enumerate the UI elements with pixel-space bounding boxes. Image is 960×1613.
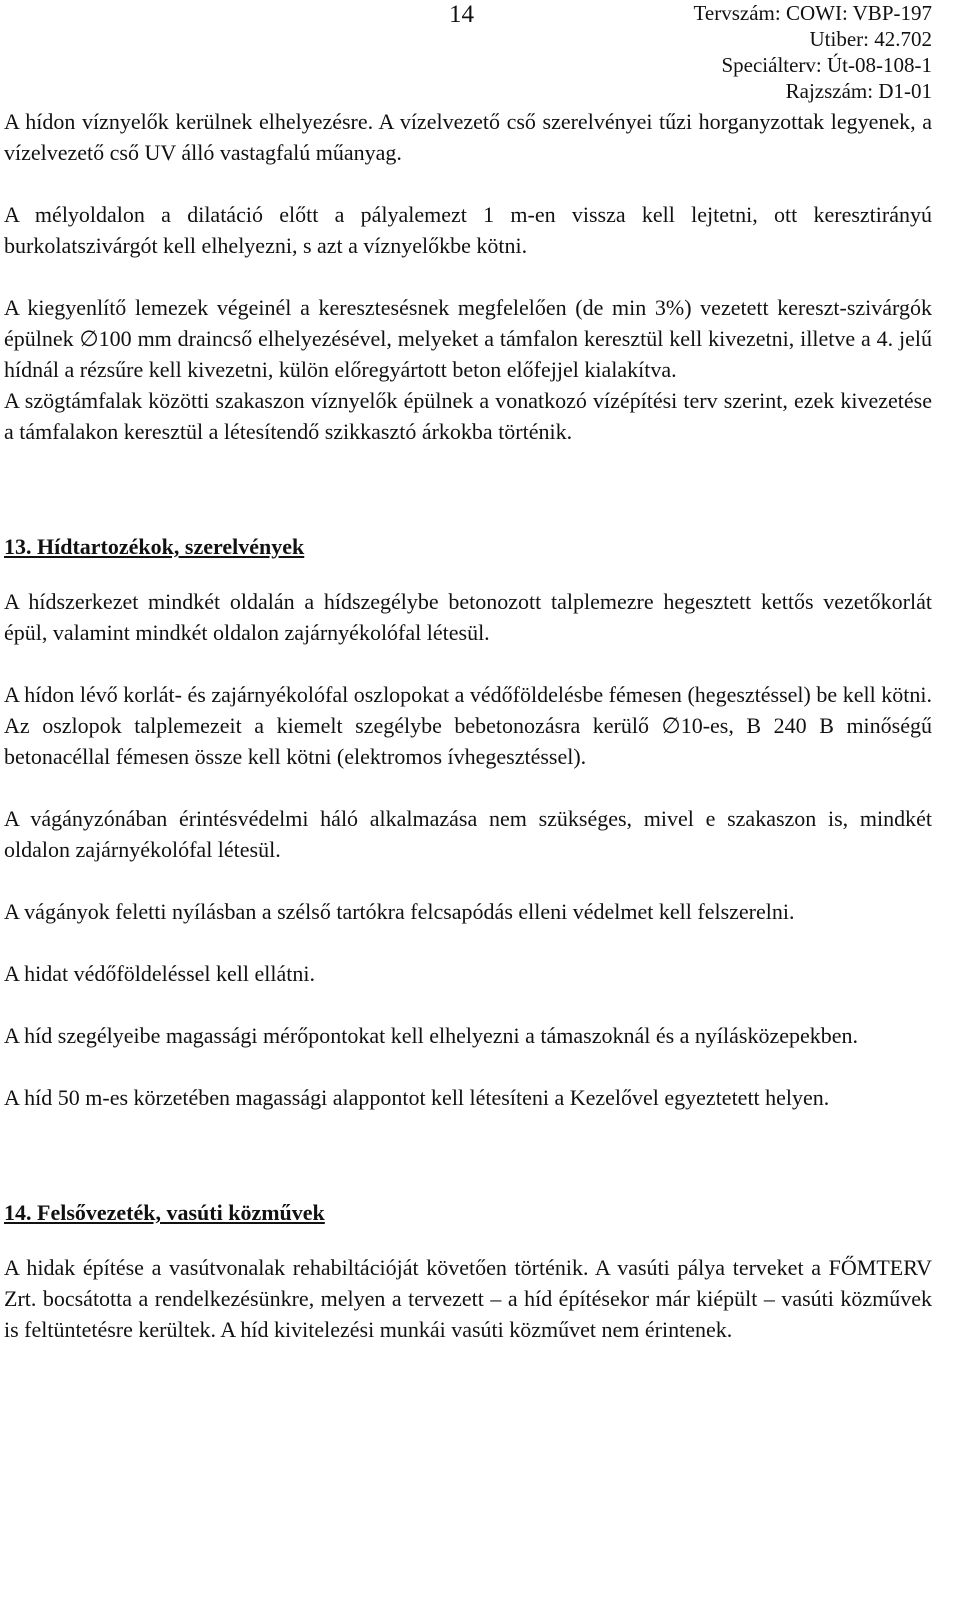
header-special-plan: Speciálterv: Út-08-108-1 bbox=[721, 53, 932, 77]
document-header bbox=[694, 0, 932, 104]
paragraph-deep-side: A mélyoldalon a dilatáció előtt a pályalemezt 1 m-en vissza kell lejtetni, ott keresztirányú burkolatszivárgót kell elhelyezni, s azt a víznyelőkbe kötni. bbox=[4, 202, 932, 258]
paragraph-compensation-plates: A kiegyenlítő lemezek végeinél a keresztesésnek megfelelően (de min 3%) vezetett kereszt-szivárgók épülnek ∅100 mm draincső elhelyezésével, melyeket a támfalon keresztül kell kivezetni, illetve a 4. jelű hídnál a rézsűre kell kivezetni, külön előregyártott beton előfejjel kialakítva. bbox=[4, 295, 932, 382]
section-13-paragraph: A hidat védőföldeléssel kell ellátni. bbox=[4, 961, 315, 986]
section-13-paragraph: A vágányzónában érintésvédelmi háló alkalmazása nem szükséges, mivel e szakaszon is, mindkét oldalon zajárnyékolófal létesül. bbox=[4, 806, 932, 862]
page-number: 14 bbox=[449, 1, 474, 28]
header-drawing-number: Rajzszám: D1-01 bbox=[785, 79, 932, 103]
section-14-paragraph: A hidak építése a vasútvonalak rehabiltációját követően történik. A vasúti pálya terveket a FŐMTERV Zrt. bocsátotta a rendelkezésünkre, melyen a tervezett – a híd építésekor már kiépült – vasúti közművek is feltüntetésre kerültek. A híd kivitelezési munkái vasúti közművet nem érintenek. bbox=[4, 1255, 932, 1342]
section-13-paragraph: A híd 50 m-es körzetében magassági alappontot kell létesíteni a Kezelővel egyeztetett helyen. bbox=[4, 1085, 830, 1110]
section-13-paragraph: A hídszerkezet mindkét oldalán a hídszegélybe betonozott talplemezre hegesztett kettős vezetőkorlát épül, valamint mindkét oldalon zajárnyékolófal létesül. bbox=[4, 589, 932, 645]
paragraph-drainage-inlets: A hídon víznyelők kerülnek elhelyezésre. A vízelvezető cső szerelvényei tűzi horganyzottak legyenek, a vízelvezető cső UV álló vastagfalú műanyag. bbox=[4, 109, 932, 165]
section-13-title: 13. Hídtartozékok, szerelvények bbox=[4, 534, 305, 559]
header-plan-number: Tervszám: COWI: VBP-197 bbox=[693, 1, 932, 25]
document-body bbox=[4, 106, 932, 1345]
section-13-paragraph: A hídon lévő korlát- és zajárnyékolófal oszlopokat a védőföldelésbe fémesen (hegesztéssel) be kell kötni. Az oszlopok talplemezeit a kiemelt szegélybe bebetonozásra kerülő ∅10-es, B 240 B minőségű betonacéllal fémesen össze kell kötni (elektromos ívhegesztéssel). bbox=[4, 682, 932, 769]
section-13-paragraph: A vágányok feletti nyílásban a szélső tartókra felcsapódás elleni védelmet kell felszerelni. bbox=[4, 899, 795, 924]
paragraph-angle-walls: A szögtámfalak közötti szakaszon víznyelők épülnek a vonatkozó vízépítési terv szerint, ezek kivezetése a támfalakon keresztül a létesítendő szikkasztó árkokba történik. bbox=[4, 388, 932, 444]
header-utiber: Utiber: 42.702 bbox=[809, 27, 932, 51]
section-14-title: 14. Felsővezeték, vasúti közművek bbox=[4, 1200, 325, 1225]
section-13-paragraph: A híd szegélyeibe magassági mérőpontokat kell elhelyezni a támaszoknál és a nyílásközepekben. bbox=[4, 1023, 859, 1048]
